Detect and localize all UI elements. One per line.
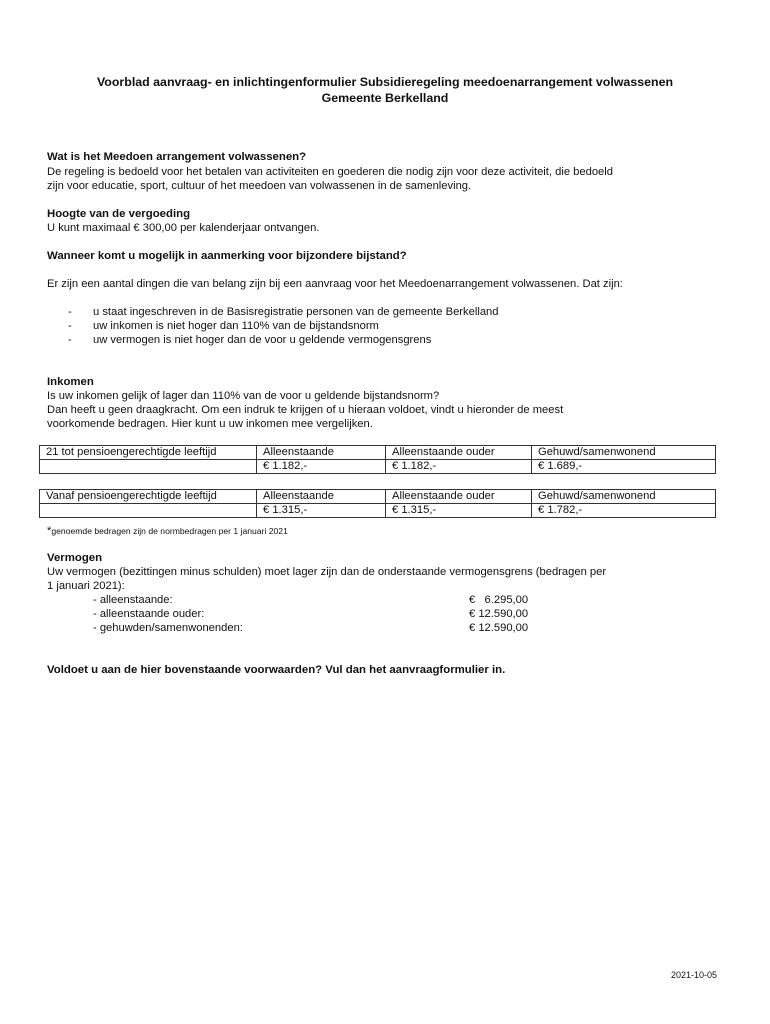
hoogte-text: U kunt maximaal € 300,00 per kalenderjaar ontvangen. [47, 222, 320, 234]
footnote-asterisk: * [47, 525, 52, 537]
footnote-text: genoemde bedragen zijn de normbedragen per 1 januari 2021 [51, 526, 288, 536]
document-date: 2021-10-05 [671, 970, 718, 980]
hoogte-heading: Hoogte van de vergoeding [47, 208, 191, 220]
table-cell: € 1.182,- [257, 460, 386, 474]
table-header-cell: Vanaf pensioengerechtigde leeftijd [40, 490, 257, 504]
vermogen-label-gehuwden: - gehuwden/samenwonenden: [93, 622, 243, 634]
title-line-2: Gemeente Berkelland [321, 91, 449, 105]
table-header-row [40, 446, 716, 460]
page-title [0, 74, 770, 106]
vermogen-amount-alleenstaande: € 6.295,00 [469, 594, 529, 606]
table-header-row [40, 490, 716, 504]
bijstand-intro: Er zijn een aantal dingen die van belang zijn bij een aanvraag voor het Meedoenarrangement volwassenen. Dat zijn: [47, 278, 623, 290]
table-row [40, 460, 716, 474]
norm-table-21-to-pension [39, 445, 716, 474]
table-header-cell: Alleenstaande ouder [386, 446, 532, 460]
table-cell: € 1.689,- [532, 460, 716, 474]
table-header-cell: Gehuwd/samenwonend [532, 446, 716, 460]
bullet-item-assets: uw vermogen is niet hoger dan de voor u geldende vermogensgrens [93, 334, 432, 346]
inkomen-heading: Inkomen [47, 376, 94, 388]
table-header-cell: Alleenstaande [257, 446, 386, 460]
bullet-item-registration: u staat ingeschreven in de Basisregistratie personen van de gemeente Berkelland [93, 306, 499, 318]
table-cell: € 1.315,- [257, 504, 386, 518]
bullet-marker: - [68, 306, 72, 318]
meedoen-text-2: zijn voor educatie, sport, cultuur of het meedoen van volwassenen in de samenleving. [47, 180, 472, 192]
inkomen-text-3: voorkomende bedragen. Hier kunt u uw inkomen mee vergelijken. [47, 418, 373, 430]
bullet-item-income: uw inkomen is niet hoger dan 110% van de bijstandsnorm [93, 320, 379, 332]
table-cell [40, 460, 257, 474]
table-cell [40, 504, 257, 518]
inkomen-text-1: Is uw inkomen gelijk of lager dan 110% van de voor u geldende bijstandsnorm? [47, 390, 440, 402]
table-row [40, 504, 716, 518]
vermogen-label-alleenstaande: - alleenstaande: [93, 594, 173, 606]
vermogen-heading: Vermogen [47, 552, 103, 564]
vermogen-text-1: Uw vermogen (bezittingen minus schulden) moet lager zijn dan de onderstaande vermogensgrens (bedragen per [47, 566, 607, 578]
table-cell: € 1.182,- [386, 460, 532, 474]
inkomen-text-2: Dan heeft u geen draagkracht. Om een indruk te krijgen of u hieraan voldoet, vindt u hieronder de meest [47, 404, 564, 416]
vermogen-text-2: 1 januari 2021): [47, 580, 125, 592]
meedoen-text-1: De regeling is bedoeld voor het betalen van activiteiten en goederen die nodig zijn voor deze activiteit, die bedoeld [47, 166, 613, 178]
table-header-cell: Alleenstaande [257, 490, 386, 504]
title-line-1: Voorblad aanvraag- en inlichtingenformulier Subsidieregeling meedoenarrangement volwassenen [96, 75, 674, 89]
closing-statement: Voldoet u aan de hier bovenstaande voorwaarden? Vul dan het aanvraagformulier in. [47, 664, 506, 676]
table-header-cell: 21 tot pensioengerechtigde leeftijd [40, 446, 257, 460]
footnote [47, 525, 288, 539]
table-header-cell: Gehuwd/samenwonend [532, 490, 716, 504]
vermogen-amount-gehuwden: € 12.590,00 [469, 622, 529, 634]
vermogen-amount-alleenstaande-ouder: € 12.590,00 [469, 608, 529, 620]
bullet-marker: - [68, 320, 72, 332]
bullet-marker: - [68, 334, 72, 346]
table-header-cell: Alleenstaande ouder [386, 490, 532, 504]
table-cell: € 1.782,- [532, 504, 716, 518]
vermogen-label-alleenstaande-ouder: - alleenstaande ouder: [93, 608, 205, 620]
meedoen-heading: Wat is het Meedoen arrangement volwassenen? [47, 151, 307, 163]
table-cell: € 1.315,- [386, 504, 532, 518]
norm-table-from-pension [39, 489, 716, 518]
bijstand-heading: Wanneer komt u mogelijk in aanmerking voor bijzondere bijstand? [47, 250, 407, 262]
